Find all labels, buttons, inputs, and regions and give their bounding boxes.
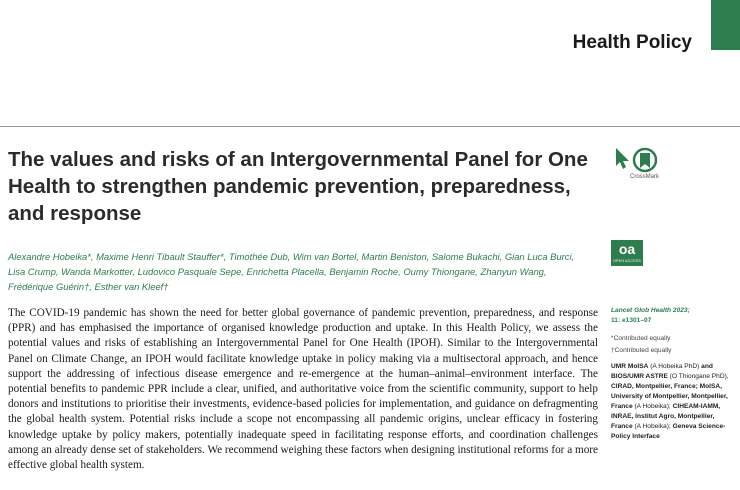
abstract: The COVID-19 pandemic has shown the need for better global governance of pandemic prevention, preparedness, and response (PPR) and has emphasised the importance of organised knowledge production and uptake. In this Health Policy, we assess the potential values and risks of establishing an Intergovernmental Panel for One Health (IPOH). Similar to the Intergovernmental Panel on Climate Change, an IPOH would facilitate knowledge uptake in policy making via a multisectoral approach, and hence support the addressing of infectious disease emergence and re-emergence at the human–animal–environment interface. The potential benefits to pandemic PPR include a clear, unified, and authoritative voice from the scientific community, support to help donors and institutions to prioritise their investments, evidence-based policies for implementation, and guidance on defragmenting the global health system. Potential risks include a scope not encompassing all pandemic origins, unclear efficacy in fostering knowledge uptake by policy makers, potentially inadequate speed in facilitating response efforts, and coordination challenges among an already dense set of stakeholders. We recommend weighing these factors when designing institutional reforms for a more effective global health system. (8, 307, 598, 472)
author-line: Lisa Crump, Wanda Markotter, Ludovico Pasquale Sepe, Enrichetta Placella, Benjamin Roche, Oumy Thiongane, Zhanyun Wang, (8, 266, 547, 277)
affiliation-author: (A Hobeika); (634, 403, 671, 410)
affiliation-author: (O Thiongane PhD), (669, 373, 729, 380)
affiliation-name: CIHEAM-IAMM, INRAE, Institut Agro, Montpellier, France (611, 403, 721, 430)
affiliations (611, 362, 737, 442)
oa-badge-subtext: OPEN ACCESS (613, 259, 641, 263)
section-label: Health Policy (572, 32, 692, 53)
journal-citation-pages: 11: e1301–07 (611, 317, 652, 324)
affiliation-name: UMR MoISA (611, 363, 649, 370)
oa-badge-text: oa (618, 241, 636, 257)
article-sidebar (611, 306, 737, 442)
header-divider (0, 126, 740, 127)
open-access-badge[interactable] (611, 240, 643, 266)
author-line: Frédérique Guérin†, Esther van Kleef† (8, 281, 169, 292)
footnote-equal-contribution: †Contributed equally (611, 347, 672, 354)
crossmark-label: CrossMark (630, 174, 660, 180)
affiliation-name: CIRAD, Montpellier, France; MoISA, University of Montpellier, Montpellier, France (611, 383, 728, 410)
affiliation-name: Geneva Science-Policy Interface (611, 423, 726, 440)
corner-accent-bar (711, 0, 740, 50)
journal-citation[interactable]: Lancet Glob Health 2023; (611, 307, 690, 314)
affiliation-author: (A Hobeika PhD) (648, 363, 700, 370)
footnote-equal-contribution: *Contributed equally (611, 335, 671, 342)
crossmark-icon[interactable] (612, 146, 662, 186)
affiliation-name: and BIOS/UMR ASTRE (611, 363, 713, 380)
author-list (8, 249, 598, 294)
author-line: Alexandre Hobeika*, Maxime Henri Tibault Stauffer*, Timothée Dub, Wim van Bortel, Martin Beniston, Salome Bukachi, Gian Luca Burci, (8, 251, 575, 262)
article-title: The values and risks of an Intergovernmental Panel for One Health to strengthen pandemic prevention, preparedness, and response (8, 148, 588, 225)
affiliation-author: (A Hobeika); (634, 423, 671, 430)
